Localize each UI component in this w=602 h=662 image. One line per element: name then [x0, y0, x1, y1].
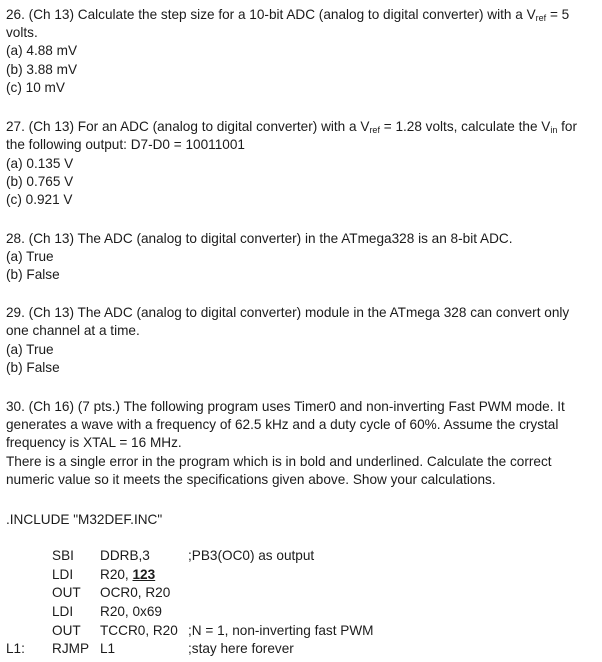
code-label: L1: — [6, 641, 25, 656]
code-mnemonic: SBI — [52, 548, 74, 563]
q29-prompt-line1: 29. (Ch 13) The ADC (analog to digital converter) module in the ATmega 328 can convert only — [6, 305, 570, 320]
q30-prompt-line3: frequency is XTAL = 16 MHz. — [6, 435, 182, 450]
q28-prompt-line1: 28. (Ch 13) The ADC (analog to digital converter) in the ATmega328 is an 8-bit ADC. — [6, 231, 513, 246]
code-mnemonic: OUT — [52, 585, 81, 600]
code-operand: OCR0, R20 — [100, 585, 171, 600]
q30-prompt-line2: generates a wave with a frequency of 62.5 kHz and a duty cycle of 60%. Assume the crystal — [6, 417, 559, 432]
code-include: .INCLUDE "M32DEF.INC" — [6, 512, 163, 527]
q29-option-a: (a) True — [6, 342, 54, 357]
q26-option-b: (b) 3.88 mV — [6, 62, 78, 77]
q30-prompt-line4: There is a single error in the program which is in bold and underlined. Calculate the correct — [6, 454, 552, 469]
q28-option-b: (b) False — [6, 267, 60, 282]
q27-option-c: (c) 0.921 V — [6, 192, 73, 207]
q27-prompt-line1: 27. (Ch 13) For an ADC (analog to digital converter) with a $V_{ref} = 1.28$ volts, calculate the $V_{in}$ for — [6, 119, 578, 135]
q27-prompt-line2: the following output: D7-D0 = 10011001 — [6, 137, 245, 152]
code-operand: L1 — [100, 641, 116, 656]
code-mnemonic: LDI — [52, 604, 74, 619]
code-operand: R20, 123 — [100, 567, 156, 582]
code-operand: R20, 0x69 — [100, 604, 162, 619]
code-comment: ;N = 1, non-inverting fast PWM — [188, 623, 374, 638]
q26-prompt-line2: volts. — [6, 25, 38, 40]
code-mnemonic: LDI — [52, 567, 74, 582]
code-mnemonic: OUT — [52, 623, 81, 638]
code-comment: ;PB3(OC0) as output — [188, 548, 315, 563]
code-operand: DDRB,3 — [100, 548, 150, 563]
code-mnemonic: RJMP — [52, 641, 90, 656]
q29-option-b: (b) False — [6, 360, 60, 375]
q30-prompt-line5: numeric value so it meets the specifications given above. Show your calculations. — [6, 472, 496, 487]
q30-prompt-line1: 30. (Ch 16) (7 pts.) The following program uses Timer0 and non-inverting Fast PWM mode. It — [6, 399, 565, 414]
code-comment: ;stay here forever — [188, 641, 294, 656]
q28-option-a: (a) True — [6, 249, 54, 264]
q26-prompt-line1: 26. (Ch 13) Calculate the step size for a 10-bit ADC (analog to digital converter) with a $V_{ref} = 5$ — [6, 7, 570, 23]
q26-option-c: (c) 10 mV — [6, 80, 65, 95]
code-operand: TCCR0, R20 — [100, 623, 178, 638]
q29-prompt-line2: one channel at a time. — [6, 323, 140, 338]
q27-option-b: (b) 0.765 V — [6, 174, 74, 189]
q27-option-a: (a) 0.135 V — [6, 156, 74, 171]
q26-option-a: (a) 4.88 mV — [6, 43, 78, 58]
error-value-highlight: 123 — [132, 567, 156, 582]
